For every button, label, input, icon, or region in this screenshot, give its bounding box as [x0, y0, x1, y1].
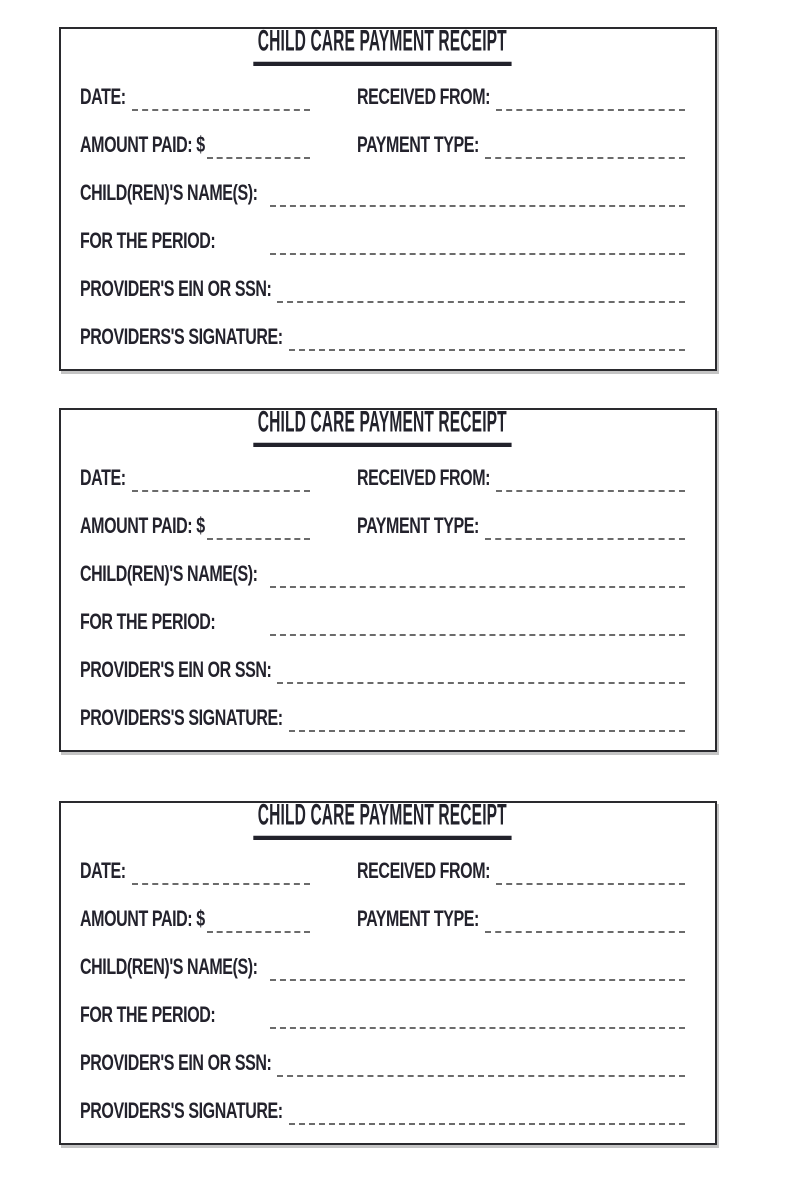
period-label-col	[80, 1004, 264, 1029]
row-provider-ein-ssn	[80, 278, 685, 303]
received-from-field-line	[496, 868, 685, 885]
child-names-field-line	[270, 571, 685, 588]
row-child-names	[80, 563, 685, 588]
provider-ein-ssn-field-line	[277, 1060, 685, 1077]
provider-ein-ssn-label: PROVIDER'S EIN OR SSN:	[80, 278, 272, 302]
amount-paid-field-line	[207, 916, 310, 933]
provider-ein-ssn-label-col	[80, 1052, 272, 1077]
receipt-title: CHILD CARE PAYMENT RECEIPT	[254, 23, 512, 66]
child-names-label-col	[80, 956, 264, 981]
row-provider-ein-ssn	[80, 1052, 685, 1077]
row-amount-payment-type	[80, 515, 685, 540]
row-period	[80, 1004, 685, 1029]
received-from-label: RECEIVED FROM:	[357, 86, 491, 110]
receipt-title-wrap	[80, 798, 685, 843]
payment-type-label: PAYMENT TYPE:	[357, 908, 479, 932]
child-names-label: CHILD(REN)'S NAME(S):	[80, 182, 258, 206]
amount-paid-label: AMOUNT PAID: $	[80, 515, 205, 539]
provider-signature-label: PROVIDERS'S SIGNATURE:	[80, 326, 283, 350]
row-provider-signature	[80, 1100, 685, 1125]
row-date-received-from	[80, 467, 685, 492]
row-provider-signature	[80, 326, 685, 351]
row-period	[80, 230, 685, 255]
provider-signature-field-line	[289, 715, 685, 732]
payment-type-field-line	[485, 142, 685, 159]
received-from-field	[357, 467, 685, 492]
child-names-label: CHILD(REN)'S NAME(S):	[80, 956, 258, 980]
received-from-field-line	[496, 475, 685, 492]
amount-paid-field-line	[207, 523, 310, 540]
date-label: DATE:	[80, 467, 126, 491]
date-field	[80, 860, 310, 885]
provider-signature-label-col	[80, 1100, 283, 1125]
provider-signature-label-col	[80, 707, 283, 732]
period-field-line	[270, 238, 685, 255]
provider-ein-ssn-label: PROVIDER'S EIN OR SSN:	[80, 659, 272, 683]
receipt-title-wrap	[80, 24, 685, 69]
row-child-names	[80, 956, 685, 981]
payment-type-field	[357, 515, 685, 540]
receipt-title: CHILD CARE PAYMENT RECEIPT	[254, 404, 512, 447]
period-label-col	[80, 611, 264, 636]
period-field-line	[270, 1012, 685, 1029]
payment-type-label: PAYMENT TYPE:	[357, 515, 479, 539]
received-from-label: RECEIVED FROM:	[357, 860, 491, 884]
provider-signature-field-line	[289, 1108, 685, 1125]
receipt-title-wrap	[80, 405, 685, 450]
provider-ein-ssn-label-col	[80, 659, 272, 684]
provider-signature-field-line	[289, 334, 685, 351]
child-names-field-line	[270, 964, 685, 981]
date-field	[80, 86, 310, 111]
amount-paid-field	[80, 515, 310, 540]
row-date-received-from	[80, 86, 685, 111]
payment-type-field-line	[485, 916, 685, 933]
receipt-card-1	[59, 24, 717, 371]
child-names-label-col	[80, 182, 264, 207]
payment-type-label: PAYMENT TYPE:	[357, 134, 479, 158]
child-names-label-col	[80, 563, 264, 588]
row-provider-signature	[80, 707, 685, 732]
row-provider-ein-ssn	[80, 659, 685, 684]
row-child-names	[80, 182, 685, 207]
receipt-card-3	[59, 798, 717, 1145]
amount-paid-field	[80, 134, 310, 159]
payment-type-field	[357, 908, 685, 933]
period-label: FOR THE PERIOD:	[80, 611, 216, 635]
period-field-line	[270, 619, 685, 636]
provider-ein-ssn-label: PROVIDER'S EIN OR SSN:	[80, 1052, 272, 1076]
provider-ein-ssn-label-col	[80, 278, 272, 303]
child-names-label: CHILD(REN)'S NAME(S):	[80, 563, 258, 587]
period-label: FOR THE PERIOD:	[80, 230, 216, 254]
amount-paid-label: AMOUNT PAID: $	[80, 134, 205, 158]
payment-type-field	[357, 134, 685, 159]
received-from-field	[357, 860, 685, 885]
row-date-received-from	[80, 860, 685, 885]
date-field-line	[132, 475, 310, 492]
amount-paid-field	[80, 908, 310, 933]
date-field-line	[132, 94, 310, 111]
amount-paid-field-line	[207, 142, 310, 159]
provider-signature-label-col	[80, 326, 283, 351]
receipt-card-2	[59, 405, 717, 752]
date-field	[80, 467, 310, 492]
payment-type-field-line	[485, 523, 685, 540]
received-from-label: RECEIVED FROM:	[357, 467, 491, 491]
provider-signature-label: PROVIDERS'S SIGNATURE:	[80, 707, 283, 731]
provider-ein-ssn-field-line	[277, 667, 685, 684]
row-period	[80, 611, 685, 636]
received-from-field-line	[496, 94, 685, 111]
amount-paid-label: AMOUNT PAID: $	[80, 908, 205, 932]
date-label: DATE:	[80, 860, 126, 884]
period-label: FOR THE PERIOD:	[80, 1004, 216, 1028]
provider-signature-label: PROVIDERS'S SIGNATURE:	[80, 1100, 283, 1124]
date-field-line	[132, 868, 310, 885]
row-amount-payment-type	[80, 908, 685, 933]
period-label-col	[80, 230, 264, 255]
provider-ein-ssn-field-line	[277, 286, 685, 303]
child-names-field-line	[270, 190, 685, 207]
received-from-field	[357, 86, 685, 111]
date-label: DATE:	[80, 86, 126, 110]
row-amount-payment-type	[80, 134, 685, 159]
receipt-title: CHILD CARE PAYMENT RECEIPT	[254, 797, 512, 840]
